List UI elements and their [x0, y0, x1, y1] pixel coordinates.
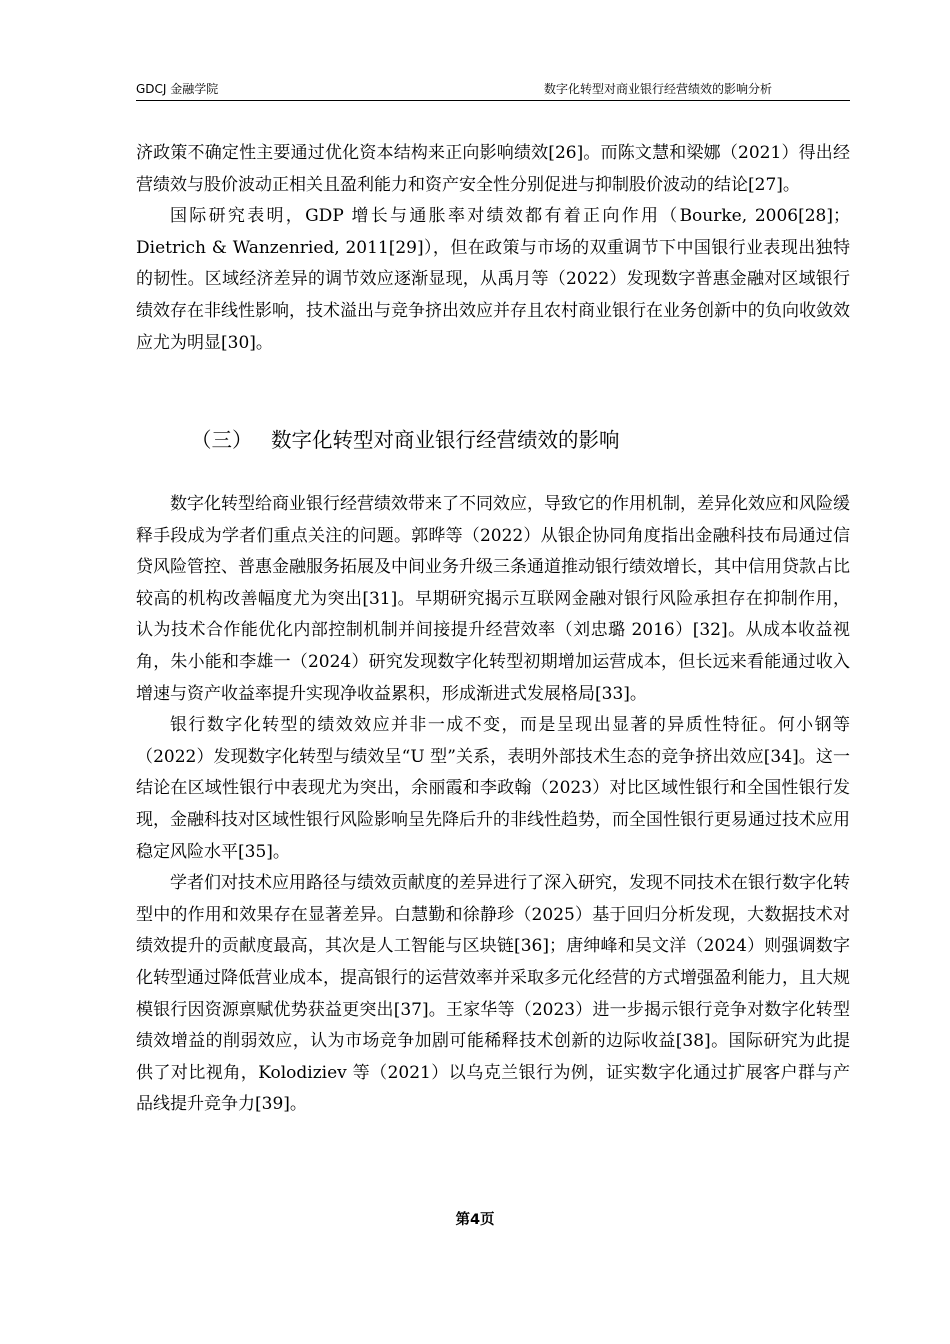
header-divider [136, 100, 850, 101]
body-text-section [136, 489, 850, 1121]
body-text-top [136, 138, 850, 359]
paragraph: 国际研究表明，GDP 增长与通胀率对绩效都有着正向作用（Bourke, 2006[28]；Dietrich & Wanzenried, 2011[29]），但在政策与市场的双重调节下中国银行业表现出独特的韧性。区域经济差异的调节效应逐渐显现，从禹月等（2022）发现数字普惠金融对区域银行绩效存在非线性影响，技术溢出与竞争挤出效应并存且农村商业银行在业务创新中的负向收敛效应尤为明显[30]。 [136, 206, 850, 353]
section-title: 数字化转型对商业银行经营绩效的影响 [271, 428, 620, 452]
page-header [136, 78, 850, 100]
header-paper-title: 数字化转型对商业银行经营绩效的影响分析 [543, 82, 772, 96]
header-institution: GDCJ 金融学院 [136, 82, 219, 96]
paragraph: 学者们对技术应用路径与绩效贡献度的差异进行了深入研究，发现不同技术在银行数字化转型中的作用和效果存在显著差异。白慧勤和徐静珍（2025）基于回归分析发现，大数据技术对绩效提升的贡献度最高，其次是人工智能与区块链[36]；唐绅峰和吴文洋（2024）则强调数字化转型通过降低营业成本，提高银行的运营效率并采取多元化经营的方式增强盈利能力，且大规模银行因资源禀赋优势获益更突出[37]。王家华等（2023）进一步揭示银行竞争对数字化转型绩效增益的削弱效应，认为市场竞争加剧可能稀释技术创新的边际收益[38]。国际研究为此提供了对比视角，Kolodiziev 等（2021）以乌克兰银行为例，证实数字化通过扩展客户群与产品线提升竞争力[39]。 [136, 873, 850, 1115]
paragraph: 济政策不确定性主要通过优化资本结构来正向影响绩效[26]。而陈文慧和梁娜（2021）得出经营绩效与股价波动正相关且盈利能力和资产安全性分别促进与抑制股价波动的结论[27]。 [136, 143, 850, 195]
section-number: （三） [191, 428, 253, 452]
paragraph: 银行数字化转型的绩效效应并非一成不变，而是呈现出显著的异质性特征。何小钢等（2022）发现数字化转型与绩效呈“U 型”关系，表明外部技术生态的竞争挤出效应[34]。这一结论在区域性银行中表现尤为突出，余丽霞和李政翰（2023）对比区域性银行和全国性银行发现，金融科技对区域性银行风险影响呈先降后升的非线性趋势，而全国性银行更易通过技术应用稳定风险水平[35]。 [136, 715, 850, 862]
paragraph: 数字化转型给商业银行经营绩效带来了不同效应，导致它的作用机制，差异化效应和风险缓释手段成为学者们重点关注的问题。郭晔等（2022）从银企协同角度指出金融科技布局通过信贷风险管控、普惠金融服务拓展及中间业务升级三条通道推动银行绩效增长，其中信用贷款占比较高的机构改善幅度尤为突出[31]。早期研究揭示互联网金融对银行风险承担存在抑制作用，认为技术合作能优化内部控制机制并间接提升经营效率（刘忠璐 2016）[32]。从成本收益视角，朱小能和李雄一（2024）研究发现数字化转型初期增加运营成本，但长远来看能通过收入增速与资产收益率提升实现净收益累积，形成渐进式发展格局[33]。 [136, 494, 850, 704]
page-number: 第4页 [455, 1212, 495, 1228]
